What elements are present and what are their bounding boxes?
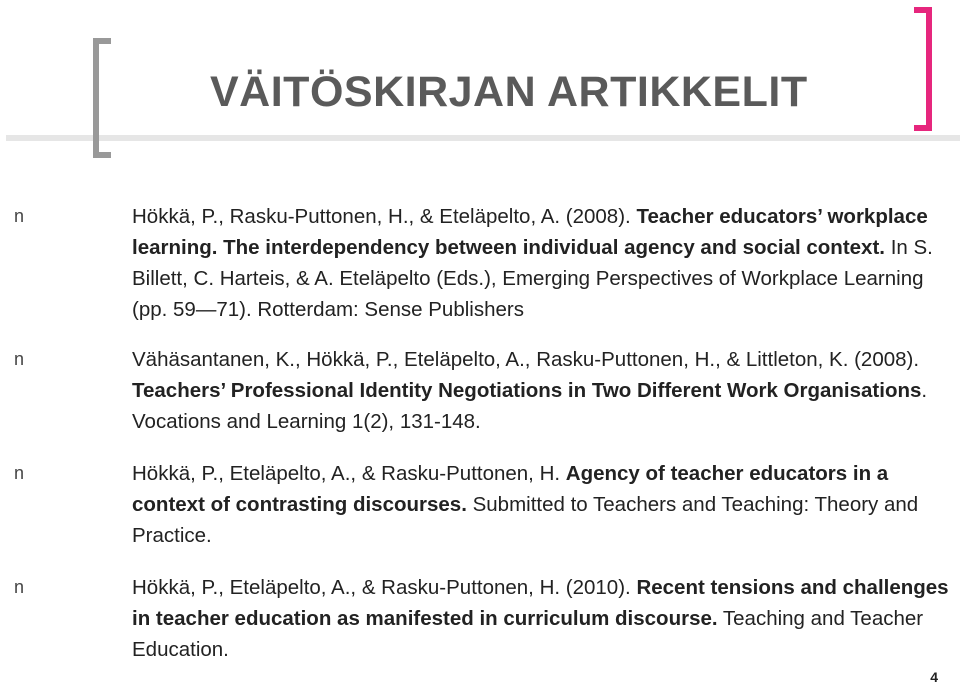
reference-source: In S. Billett, C. Harteis, & A. Eteläpelto (Eds.), Emerging Perspectives of Workplace Learning (pp. 59—71). Rotterdam: Sense Publishers	[132, 236, 933, 321]
bullet-icon: n	[14, 206, 25, 226]
right-bracket-decoration	[914, 7, 932, 131]
reference-authors: Hökkä, P., Eteläpelto, A., & Rasku-Puttonen, H.	[132, 462, 566, 485]
left-bracket-decoration	[93, 38, 111, 158]
header-divider	[6, 135, 960, 141]
page-number: 4	[930, 669, 938, 685]
reference-item	[14, 344, 956, 437]
reference-source: Submitted to Teachers and Teaching: Theory and Practice.	[132, 493, 919, 547]
reference-authors: Vähäsantanen, K., Hökkä, P., Eteläpelto, A., Rasku-Puttonen, H., & Littleton, K. (2008).	[132, 348, 920, 371]
bullet-icon: n	[14, 349, 25, 369]
reference-title: Agency of teacher educators in a context of contrasting discourses.	[132, 462, 889, 516]
reference-title: Teachers’ Professional Identity Negotiations in Two Different Work Organisations	[132, 379, 922, 402]
reference-item	[14, 572, 956, 665]
reference-authors: Hökkä, P., Eteläpelto, A., & Rasku-Puttonen, H. (2010).	[132, 576, 637, 599]
slide-title: VÄITÖSKIRJAN ARTIKKELIT	[210, 68, 808, 116]
reference-item	[14, 458, 956, 551]
reference-item	[14, 201, 956, 325]
reference-title: Recent tensions and challenges in teacher education as manifested in curriculum discourse.	[132, 576, 949, 630]
reference-source: . Vocations and Learning 1(2), 131-148.	[132, 379, 928, 433]
bullet-icon: n	[14, 463, 25, 483]
reference-title: Teacher educators’ workplace learning. The interdependency between individual agency and social context.	[132, 205, 928, 259]
reference-source: Teaching and Teacher Education.	[132, 607, 924, 661]
bullet-icon: n	[14, 577, 25, 597]
reference-authors: Hökkä, P., Rasku-Puttonen, H., & Eteläpelto, A. (2008).	[132, 205, 637, 228]
